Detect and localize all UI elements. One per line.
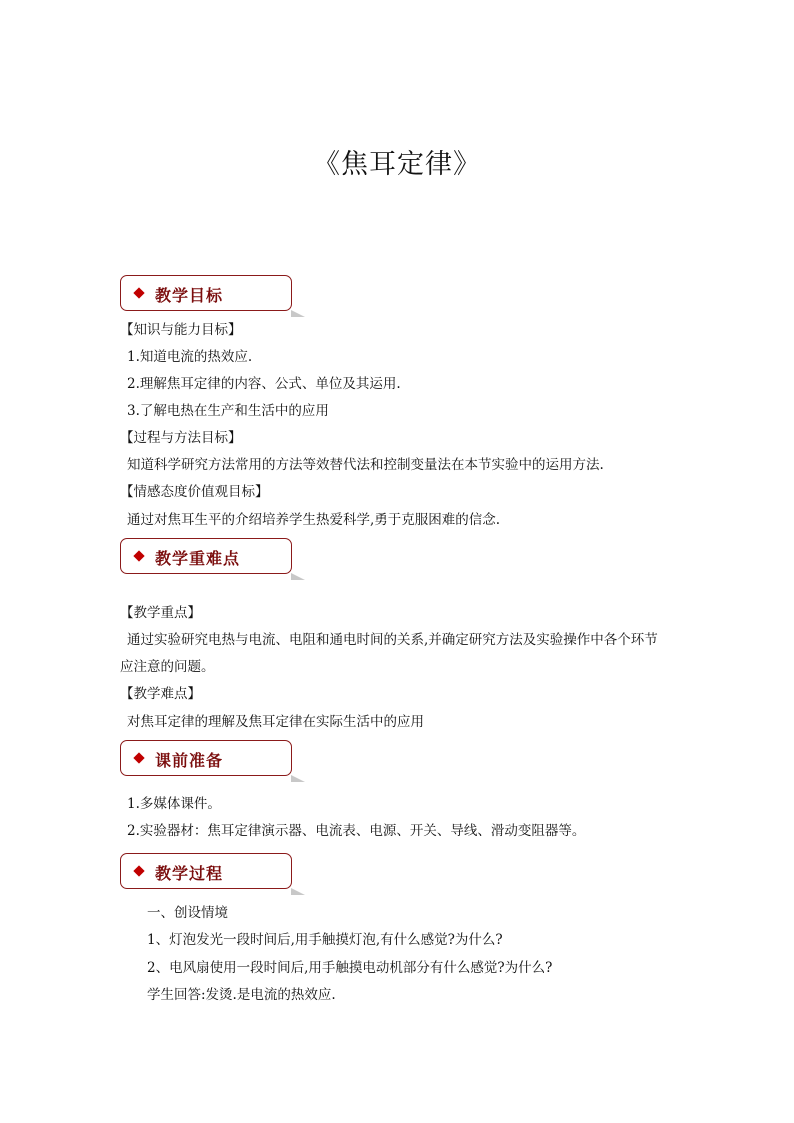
- section-header-process: [120, 853, 292, 889]
- diamond-bullet-icon: [133, 550, 144, 561]
- knowledge-item: 1.知道电流的热效应.: [127, 349, 253, 365]
- box-shadow-corner: [291, 573, 305, 580]
- process-item: 1、灯泡发光一段时间后,用手触摸灯泡,有什么感觉?为什么?: [147, 932, 503, 948]
- box-shadow-corner: [291, 310, 305, 317]
- process-heading: 【过程与方法目标】: [120, 430, 242, 446]
- diamond-bullet-icon: [133, 287, 144, 298]
- section-label: 教学重难点: [155, 549, 241, 568]
- section-label: 教学目标: [155, 286, 224, 305]
- section-header-preparation: [120, 740, 292, 776]
- key-heading: 【教学重点】: [120, 605, 201, 621]
- section-label: 课前准备: [155, 751, 224, 770]
- box-shadow-corner: [291, 775, 305, 782]
- preparation-item: 1.多媒体课件。: [127, 796, 221, 812]
- key-text: 通过实验研究电热与电流、电阻和通电时间的关系,并确定研究方法及实验操作中各个环节: [127, 632, 658, 648]
- difficulty-heading: 【教学难点】: [120, 686, 201, 702]
- knowledge-heading: 【知识与能力目标】: [120, 322, 242, 338]
- process-subheading: 一、创设情境: [147, 905, 228, 921]
- key-text-continued: 应注意的问题。: [120, 659, 215, 675]
- student-answer: 学生回答:发烫.是电流的热效应.: [147, 987, 336, 1003]
- preparation-item: 2.实验器材：焦耳定律演示器、电流表、电源、开关、导线、滑动变阻器等。: [127, 823, 586, 839]
- process-item: 2、电风扇使用一段时间后,用手触摸电动机部分有什么感觉?为什么?: [147, 960, 553, 976]
- difficulty-text: 对焦耳定律的理解及焦耳定律在实际生活中的应用: [127, 714, 424, 730]
- knowledge-item: 3.了解电热在生产和生活中的应用: [127, 403, 329, 419]
- process-text: 知道科学研究方法常用的方法等效替代法和控制变量法在本节实验中的运用方法.: [127, 457, 604, 473]
- emotion-text: 通过对焦耳生平的介绍培养学生热爱科学,勇于克服困难的信念.: [127, 512, 501, 528]
- section-header-key-points: [120, 538, 292, 574]
- diamond-bullet-icon: [133, 865, 144, 876]
- diamond-bullet-icon: [133, 752, 144, 763]
- document-title: 《焦耳定律》: [313, 149, 481, 180]
- knowledge-item: 2.理解焦耳定律的内容、公式、单位及其运用.: [127, 376, 401, 392]
- section-label: 教学过程: [155, 864, 224, 883]
- section-header-goals: [120, 275, 292, 311]
- box-shadow-corner: [291, 888, 305, 895]
- emotion-heading: 【情感态度价值观目标】: [120, 484, 269, 500]
